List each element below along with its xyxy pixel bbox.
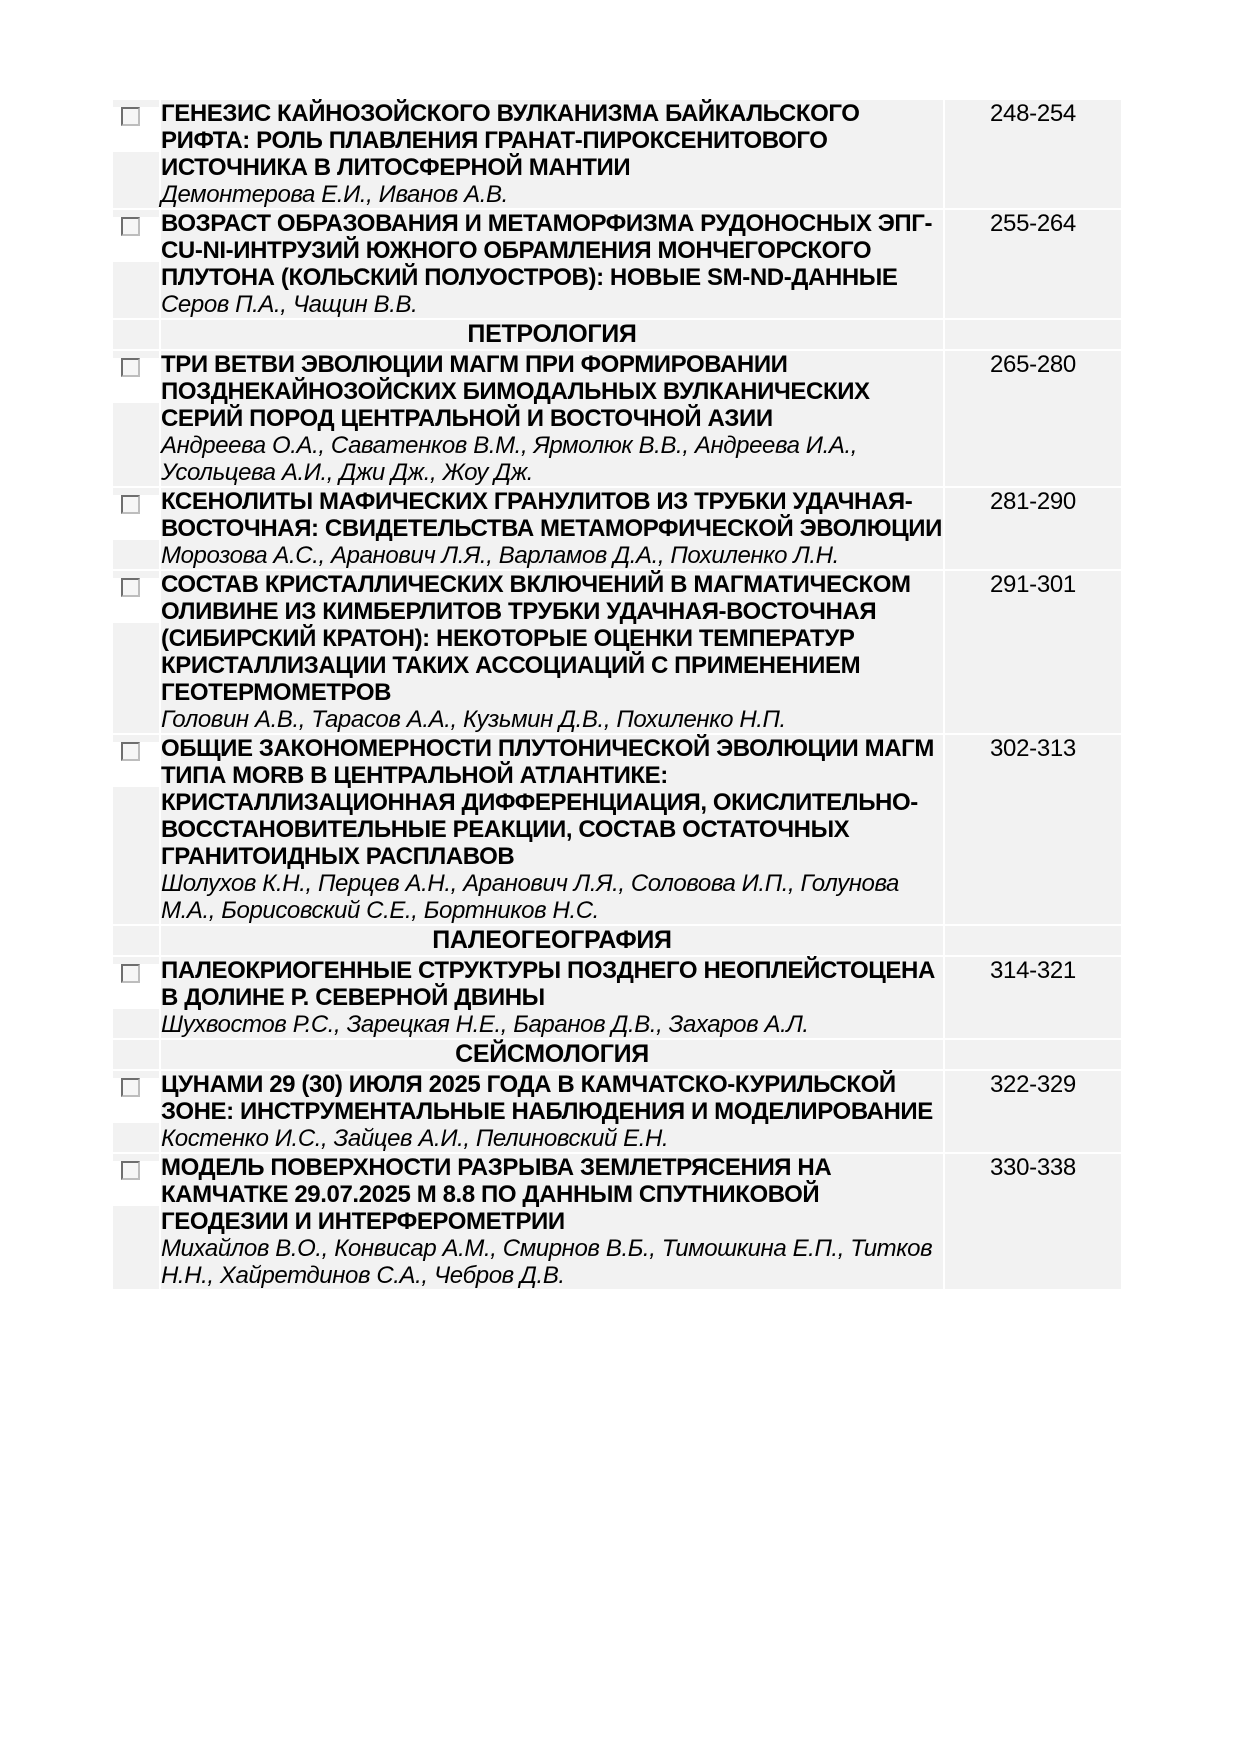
checkbox-icon [121,742,140,761]
article-checkbox[interactable] [113,495,159,540]
checkbox-cell [113,1154,159,1289]
checkbox-cell-empty [113,926,159,955]
article-checkbox[interactable] [113,964,159,1009]
checkbox-icon [121,578,140,597]
section-header: ПАЛЕОГЕОГРАФИЯ [161,926,943,955]
article-title: МОДЕЛЬ ПОВЕРХНОСТИ РАЗРЫВА ЗЕМЛЕТРЯСЕНИЯ НА КАМЧАТКЕ 29.07.2025 M 8.8 ПО ДАННЫМ СПУТНИКОВОЙ ГЕОДЕЗИИ И ИНТЕРФЕРОМЕТРИИ [161,1154,832,1235]
article-authors: Демонтерова Е.И., Иванов А.В. [161,181,508,208]
article-title: ПАЛЕОКРИОГЕННЫЕ СТРУКТУРЫ ПОЗДНЕГО НЕОПЛЕЙСТОЦЕНА В ДОЛИНЕ Р. СЕВЕРНОЙ ДВИНЫ [161,957,935,1011]
table-row [113,351,1121,486]
article-pages: 255-264 [945,210,1121,318]
checkbox-cell [113,735,159,924]
article-cell [161,957,943,1038]
article-cell [161,735,943,924]
article-pages: 302-313 [945,735,1121,924]
article-checkbox[interactable] [113,1078,159,1123]
article-cell [161,488,943,569]
checkbox-icon [121,964,140,983]
article-authors: Серов П.А., Чащин В.В. [161,291,418,318]
article-authors: Головин А.В., Тарасов А.А., Кузьмин Д.В., Похиленко Н.П. [161,706,786,733]
checkbox-icon [121,107,140,126]
article-checkbox[interactable] [113,742,159,787]
pages-cell-empty [945,320,1121,349]
article-title: ОБЩИЕ ЗАКОНОМЕРНОСТИ ПЛУТОНИЧЕСКОЙ ЭВОЛЮЦИИ МАГМ ТИПА MORB В ЦЕНТРАЛЬНОЙ АТЛАНТИКЕ: КРИСТАЛЛИЗАЦИОННАЯ ДИФФЕРЕНЦИАЦИЯ, ОКИСЛИТЕЛЬНО-ВОССТАНОВИТЕЛЬНЫЕ РЕАКЦИИ, СОСТАВ ОСТАТОЧНЫХ ГРАНИТОИДНЫХ РАСПЛАВОВ [161,735,934,870]
table-row [113,1154,1121,1289]
article-authors: Морозова А.С., Аранович Л.Я., Варламов Д.А., Похиленко Л.Н. [161,542,839,569]
checkbox-cell [113,571,159,733]
article-pages: 322-329 [945,1071,1121,1152]
article-pages: 281-290 [945,488,1121,569]
article-title: ЦУНАМИ 29 (30) ИЮЛЯ 2025 ГОДА В КАМЧАТСКО-КУРИЛЬСКОЙ ЗОНЕ: ИНСТРУМЕНТАЛЬНЫЕ НАБЛЮДЕНИЯ И МОДЕЛИРОВАНИЕ [161,1071,933,1125]
article-authors: Андреева О.А., Саватенков В.М., Ярмолюк В.В., Андреева И.А., Усольцева А.И., Джи Дж., Жоу Дж. [161,432,857,486]
checkbox-cell [113,100,159,208]
checkbox-icon [121,217,140,236]
section-header: ПЕТРОЛОГИЯ [161,320,943,349]
article-cell [161,100,943,208]
article-pages: 248-254 [945,100,1121,208]
article-cell [161,210,943,318]
table-row [113,1071,1121,1152]
article-title: ГЕНЕЗИС КАЙНОЗОЙСКОГО ВУЛКАНИЗМА БАЙКАЛЬСКОГО РИФТА: РОЛЬ ПЛАВЛЕНИЯ ГРАНАТ-ПИРОКСЕНИТОВОГО ИСТОЧНИКА В ЛИТОСФЕРНОЙ МАНТИИ [161,100,860,181]
article-title: КСЕНОЛИТЫ МАФИЧЕСКИХ ГРАНУЛИТОВ ИЗ ТРУБКИ УДАЧНАЯ-ВОСТОЧНАЯ: СВИДЕТЕЛЬСТВА МЕТАМОРФИЧЕСКОЙ ЭВОЛЮЦИИ [161,488,942,542]
article-cell [161,1071,943,1152]
table-row [113,210,1121,318]
article-authors: Костенко И.С., Зайцев А.И., Пелиновский Е.Н. [161,1125,669,1152]
table-of-contents [111,98,1123,1291]
table-row [113,488,1121,569]
checkbox-cell [113,1071,159,1152]
checkbox-cell [113,957,159,1038]
section-header: СЕЙСМОЛОГИЯ [161,1040,943,1069]
article-cell [161,571,943,733]
article-checkbox[interactable] [113,358,159,403]
article-checkbox[interactable] [113,1161,159,1206]
checkbox-cell [113,210,159,318]
article-checkbox[interactable] [113,578,159,623]
checkbox-icon [121,1078,140,1097]
article-pages: 314-321 [945,957,1121,1038]
article-pages: 265-280 [945,351,1121,486]
checkbox-icon [121,358,140,377]
article-title: ТРИ ВЕТВИ ЭВОЛЮЦИИ МАГМ ПРИ ФОРМИРОВАНИИ ПОЗДНЕКАЙНОЗОЙСКИХ БИМОДАЛЬНЫХ ВУЛКАНИЧЕСКИХ СЕРИЙ ПОРОД ЦЕНТРАЛЬНОЙ И ВОСТОЧНОЙ АЗИИ [161,351,870,432]
table-row-section [113,926,1121,955]
checkbox-cell-empty [113,1040,159,1069]
checkbox-icon [121,1161,140,1180]
table-row [113,100,1121,208]
checkbox-cell [113,351,159,486]
pages-cell-empty [945,926,1121,955]
article-authors: Михайлов В.О., Конвисар А.М., Смирнов В.Б., Тимошкина Е.П., Титков Н.Н., Хайретдинов С.А., Чебров Д.В. [161,1235,933,1289]
article-cell [161,351,943,486]
table-row-section [113,1040,1121,1069]
table-row [113,957,1121,1038]
checkbox-icon [121,495,140,514]
table-row [113,735,1121,924]
pages-cell-empty [945,1040,1121,1069]
article-authors: Шолухов К.Н., Перцев А.Н., Аранович Л.Я., Соловова И.П., Голунова М.А., Борисовский С.Е., Бортников Н.С. [161,870,899,924]
article-title: ВОЗРАСТ ОБРАЗОВАНИЯ И МЕТАМОРФИЗМА РУДОНОСНЫХ ЭПГ-CU-NI-ИНТРУЗИЙ ЮЖНОГО ОБРАМЛЕНИЯ МОНЧЕГОРСКОГО ПЛУТОНА (КОЛЬСКИЙ ПОЛУОСТРОВ): НОВЫЕ SM-ND-ДАННЫЕ [161,210,933,291]
article-authors: Шухвостов Р.С., Зарецкая Н.Е., Баранов Д.В., Захаров А.Л. [161,1011,809,1038]
checkbox-cell-empty [113,320,159,349]
checkbox-cell [113,488,159,569]
table-row [113,571,1121,733]
article-checkbox[interactable] [113,217,159,262]
article-title: СОСТАВ КРИСТАЛЛИЧЕСКИХ ВКЛЮЧЕНИЙ В МАГМАТИЧЕСКОМ ОЛИВИНЕ ИЗ КИМБЕРЛИТОВ ТРУБКИ УДАЧНАЯ-ВОСТОЧНАЯ (СИБИРСКИЙ КРАТОН): НЕКОТОРЫЕ ОЦЕНКИ ТЕМПЕРАТУР КРИСТАЛЛИЗАЦИИ ТАКИХ АССОЦИАЦИЙ С ПРИМЕНЕНИЕМ ГЕОТЕРМОМЕТРОВ [161,571,911,706]
article-checkbox[interactable] [113,107,159,152]
article-cell [161,1154,943,1289]
table-row-section [113,320,1121,349]
article-pages: 291-301 [945,571,1121,733]
article-pages: 330-338 [945,1154,1121,1289]
